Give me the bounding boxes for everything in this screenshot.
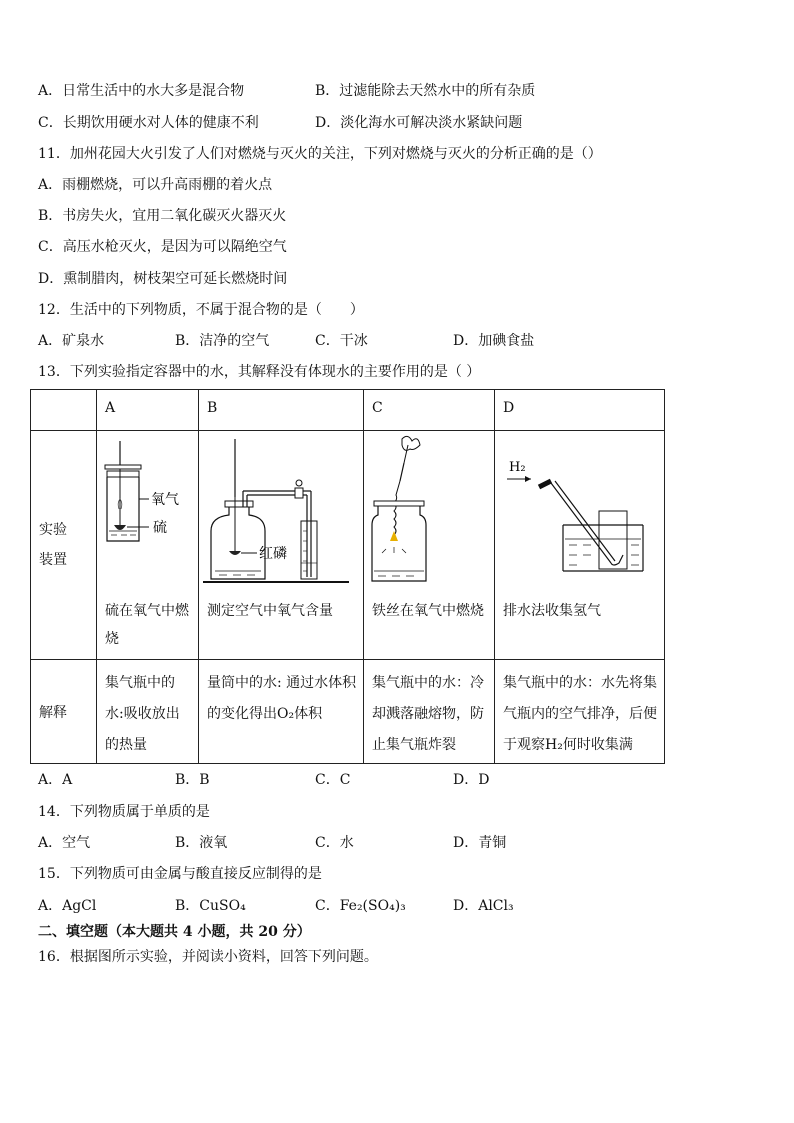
q10-option-b: B．过滤能除去天然水中的所有杂质	[315, 83, 536, 99]
q15-option-d: D．AlCl₃	[453, 898, 514, 914]
q12-option-d: D．加碘食盐	[453, 333, 535, 349]
q10-option-d: D．淡化海水可解决淡水紧缺问题	[315, 115, 523, 131]
q13-table	[30, 389, 665, 764]
explain-c: 集气瓶中的水：冷却溅落融熔物，防止集气瓶炸裂	[364, 660, 495, 764]
q15-stem: 15．下列物质可由金属与酸直接反应制得的是	[38, 866, 322, 882]
q16-stem: 16．根据图所示实验，并阅读小资料，回答下列问题。	[38, 949, 378, 965]
q12-option-b: B．洁净的空气	[175, 333, 270, 349]
q11-option-d: D．熏制腊肉，树枝架空可延长燃烧时间	[38, 271, 288, 287]
header-a: A	[97, 390, 199, 431]
q14-stem: 14．下列物质属于单质的是	[38, 804, 210, 820]
iron-wire-burning-figure	[364, 431, 494, 591]
q11-option-b: B．书房失火，宜用二氧化碳灭火器灭火	[38, 208, 287, 224]
table-row-setup	[31, 431, 665, 660]
q14-option-a: A．空气	[38, 835, 91, 851]
q14-option-b: B．液氧	[175, 835, 228, 851]
q15-option-c: C．Fe₂(SO₄)₃	[315, 898, 406, 914]
table-row-explain	[31, 660, 665, 764]
setup-b	[199, 431, 364, 660]
header-empty	[31, 390, 97, 431]
q13-option-c: C．C	[315, 772, 351, 788]
header-b: B	[199, 390, 364, 431]
header-d: D	[495, 390, 665, 431]
hydrogen-label: H₂	[509, 460, 526, 475]
q15-option-a: A．AgCl	[38, 898, 97, 914]
q12-stem: 12．生活中的下列物质，不属于混合物的是（ ）	[38, 302, 364, 318]
explain-a: 集气瓶中的水:吸收放出的热量	[97, 660, 199, 764]
caption-a: 硫在氧气中燃烧	[105, 603, 189, 647]
q14-option-c: C．水	[315, 835, 354, 851]
oxygen-label: 氧气	[151, 492, 179, 508]
header-c: C	[364, 390, 495, 431]
q10-option-a: A．日常生活中的水大多是混合物	[38, 83, 245, 99]
q14-option-d: D．青铜	[453, 835, 507, 851]
q12-option-c: C．干冰	[315, 333, 368, 349]
section-heading: 二、填空题（本大题共 4 小题，共 20 分）	[38, 924, 311, 940]
row-label-explain: 解释	[31, 660, 97, 764]
sulfur-burning-figure	[97, 431, 197, 591]
q12-option-a: A．矿泉水	[38, 333, 105, 349]
phosphorus-label: 红磷	[259, 546, 287, 562]
caption-d: 排水法收集氢气	[503, 603, 601, 619]
sulfur-label: 硫	[153, 520, 167, 536]
q11-stem: 11．加州花园大火引发了人们对燃烧与灭火的关注，下列对燃烧与灭火的分析正确的是（）	[38, 146, 602, 162]
q11-option-a: A．雨棚燃烧，可以升高雨棚的着火点	[38, 177, 273, 193]
setup-c	[364, 431, 495, 660]
explain-d: 集气瓶中的水：水先将集气瓶内的空气排净，后便于观察H₂何时收集满	[495, 660, 665, 764]
q11-option-c: C．高压水枪灭火，是因为可以隔绝空气	[38, 239, 287, 255]
q10-option-c: C．长期饮用硬水对人体的健康不利	[38, 115, 259, 131]
q13-option-a: A．A	[38, 772, 73, 788]
row-label-setup: 实验装置	[31, 431, 97, 660]
caption-c: 铁丝在氧气中燃烧	[372, 603, 484, 619]
q13-option-d: D．D	[453, 772, 490, 788]
caption-b: 测定空气中氧气含量	[207, 603, 333, 619]
q13-option-b: B．B	[175, 772, 210, 788]
q15-option-b: B．CuSO₄	[175, 898, 246, 914]
table-header-row	[31, 390, 665, 431]
q13-stem: 13．下列实验指定容器中的水，其解释没有体现水的主要作用的是（ ）	[38, 364, 481, 380]
oxygen-content-figure	[199, 431, 363, 591]
setup-a	[97, 431, 199, 660]
hydrogen-collection-figure	[495, 431, 663, 591]
explain-b: 量筒中的水: 通过水体积的变化得出O₂体积	[199, 660, 364, 764]
setup-d	[495, 431, 665, 660]
